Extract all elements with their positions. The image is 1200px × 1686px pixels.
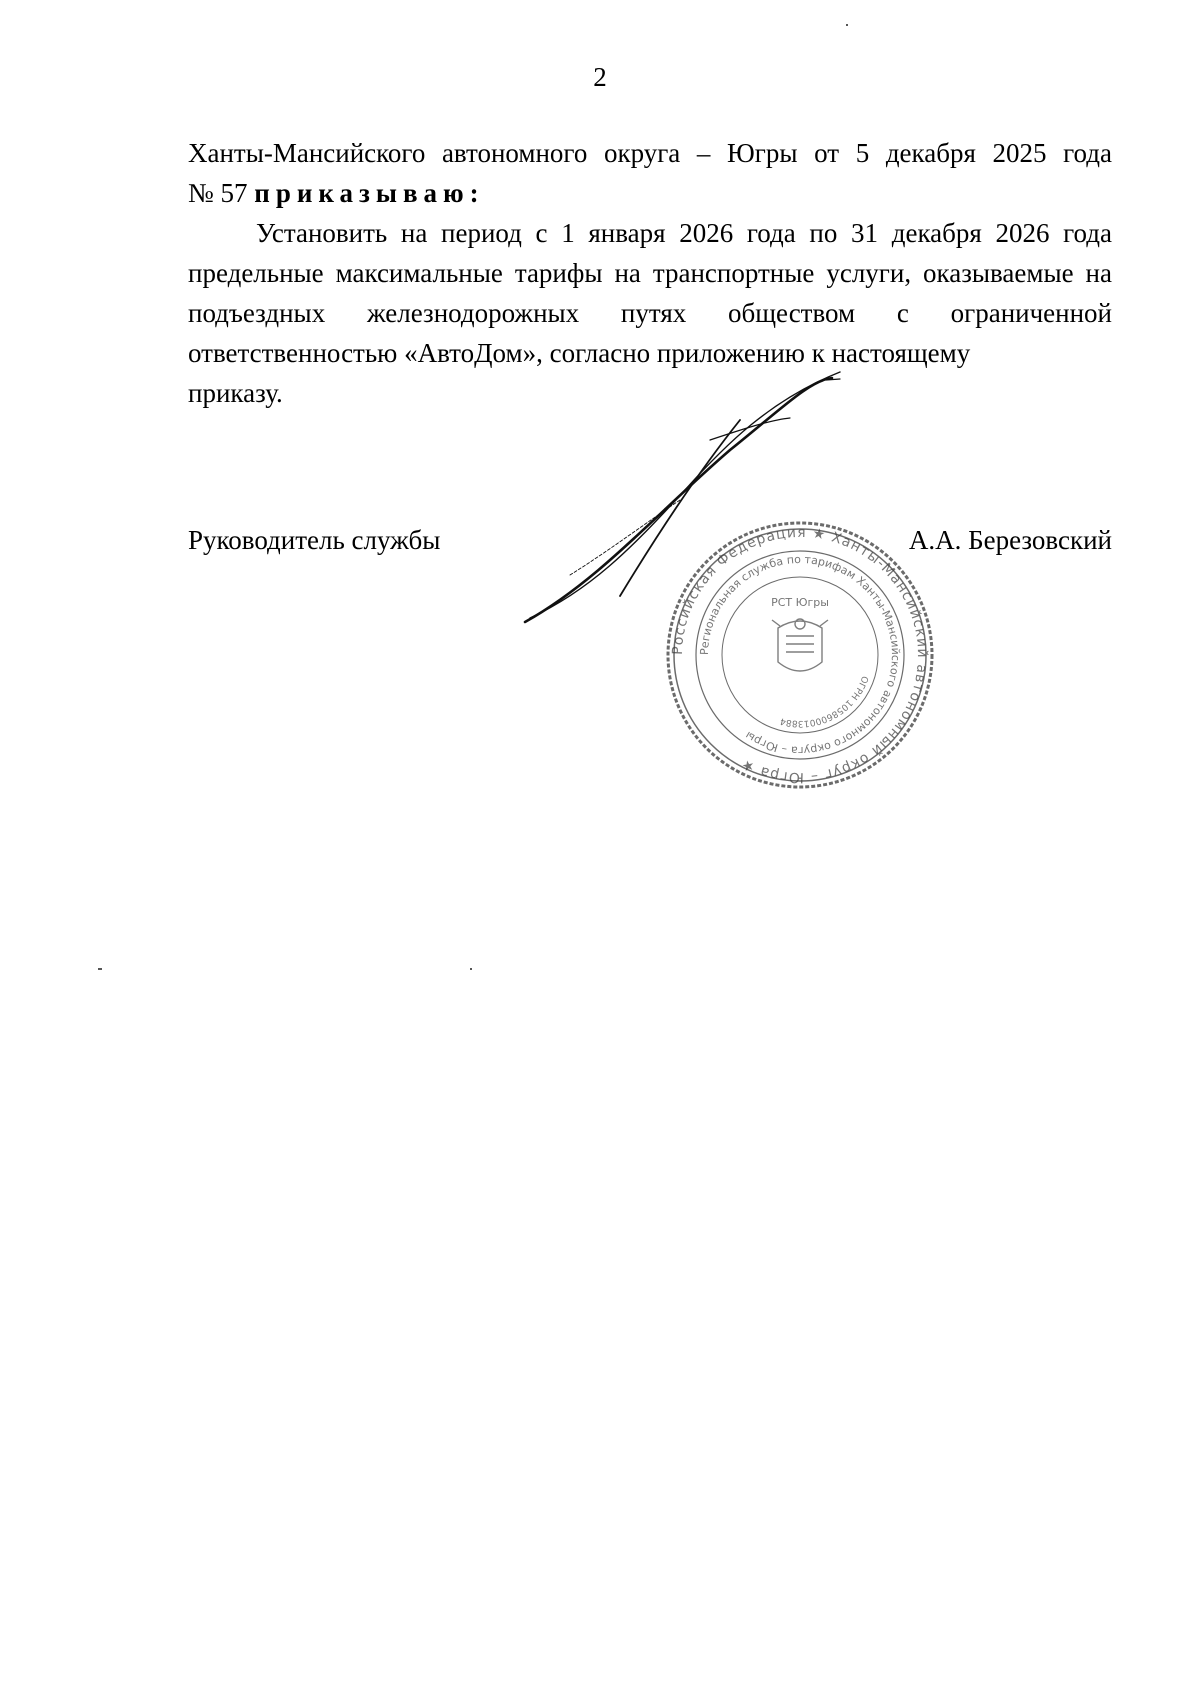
seal-ogrn-text: ОГРН 1058600013884 xyxy=(779,674,870,729)
scan-speck xyxy=(846,24,848,26)
seal-outer-text: Российская Федерация ★ Ханты-Мансийский автономный округ – Югра ★ xyxy=(669,524,931,786)
seal-inner-text: Региональная служба по тарифам Ханты-Мансийского автономного округа – Югры xyxy=(697,552,903,758)
signatory-title: Руководитель службы xyxy=(188,525,441,555)
intro-line-1: Ханты-Мансийского автономного округа – Югры от 5 декабря 2025 года xyxy=(188,138,1112,168)
handwritten-signature xyxy=(510,360,930,640)
order-number: № 57 xyxy=(188,178,255,208)
scan-speck xyxy=(470,968,472,970)
body-paragraph-main: Установить на период с 1 января 2026 года по 31 декабря 2026 года предельные максимальные тарифы на транспортные услуги, оказываемые на подъездных железнодорожных путях обществом с ограниченной ответственностью «АвтоДом», согласно приложению к настоящему xyxy=(188,218,1112,368)
body-paragraph xyxy=(188,213,1112,373)
scan-speck xyxy=(98,968,102,970)
svg-text:ОГРН 1058600013884 xyxy=(779,674,870,728)
intro-line-2 xyxy=(188,173,1112,213)
seal-center-text: РСТ Югры xyxy=(771,596,829,609)
body-paragraph-last-line: приказу. xyxy=(188,378,283,408)
page-number: 2 xyxy=(593,62,607,92)
order-word: приказываю: xyxy=(254,178,485,208)
signatory-name: А.А. Березовский xyxy=(908,525,1112,555)
